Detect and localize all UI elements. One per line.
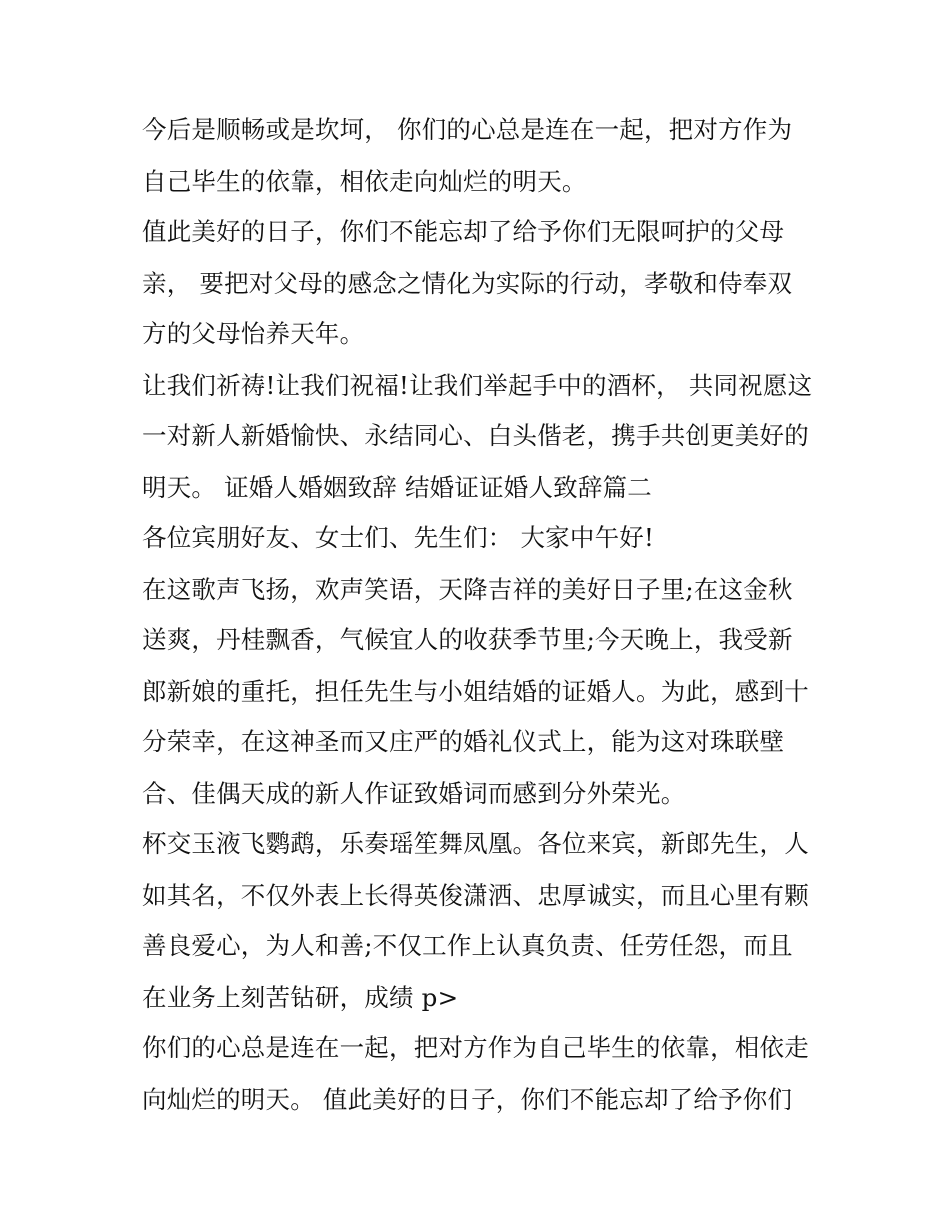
text-line: 在业务上刻苦钻研，成绩 p> [142, 983, 459, 1012]
text-line: 杯交玉液飞鹦鹉，乐奏瑶笙舞凤凰。各位来宾，新郎先生，人 [142, 829, 809, 858]
text-line: 合、佳偶天成的新人作证致婚词而感到分外荣光。 [142, 779, 686, 808]
text-line: 今后是顺畅或是坎坷， 你们的心总是连在一起，把对方作为 [142, 115, 793, 144]
text-line: 明天。 证婚人婚姻致辞 结婚证证婚人致辞篇二 [142, 473, 652, 502]
text-line: 值此美好的日子，你们不能忘却了给予你们无限呵护的父母 [142, 217, 785, 246]
text-line: 自己毕生的依靠，相依走向灿烂的明天。 [142, 167, 587, 196]
text-line: 分荣幸，在这神圣而又庄严的婚礼仪式上，能为这对珠联壁 [142, 727, 785, 756]
text-line: 郎新娘的重托，担任先生与小姐结婚的证婚人。为此，感到十 [142, 677, 809, 706]
text-line: 方的父母怡养天年。 [142, 319, 365, 348]
text-line: 各位宾朋好友、女士们、先生们： 大家中午好! [142, 523, 655, 552]
text-line: 一对新人新婚愉快、永结同心、白头偕老，携手共创更美好的 [142, 421, 809, 450]
text-line: 在这歌声飞扬，欢声笑语，天降吉祥的美好日子里;在这金秋 [142, 575, 793, 604]
text-line: 善良爱心，为人和善;不仅工作上认真负责、任劳任怨，而且 [142, 931, 793, 960]
text-line: 让我们祈祷!让我们祝福!让我们举起手中的酒杯， 共同祝愿这 [142, 371, 813, 400]
text-line: 亲， 要把对父母的感念之情化为实际的行动，孝敬和侍奉双 [142, 269, 793, 298]
text-line: 送爽，丹桂飘香，气候宜人的收获季节里;今天晚上，我受新 [142, 625, 793, 654]
text-line: 向灿烂的明天。 值此美好的日子，你们不能忘却了给予你们 [142, 1085, 793, 1114]
text-line: 如其名，不仅外表上长得英俊潇洒、忠厚诚实，而且心里有颗 [142, 881, 809, 910]
text-line: 你们的心总是连在一起，把对方作为自己毕生的依靠，相依走 [142, 1033, 809, 1062]
